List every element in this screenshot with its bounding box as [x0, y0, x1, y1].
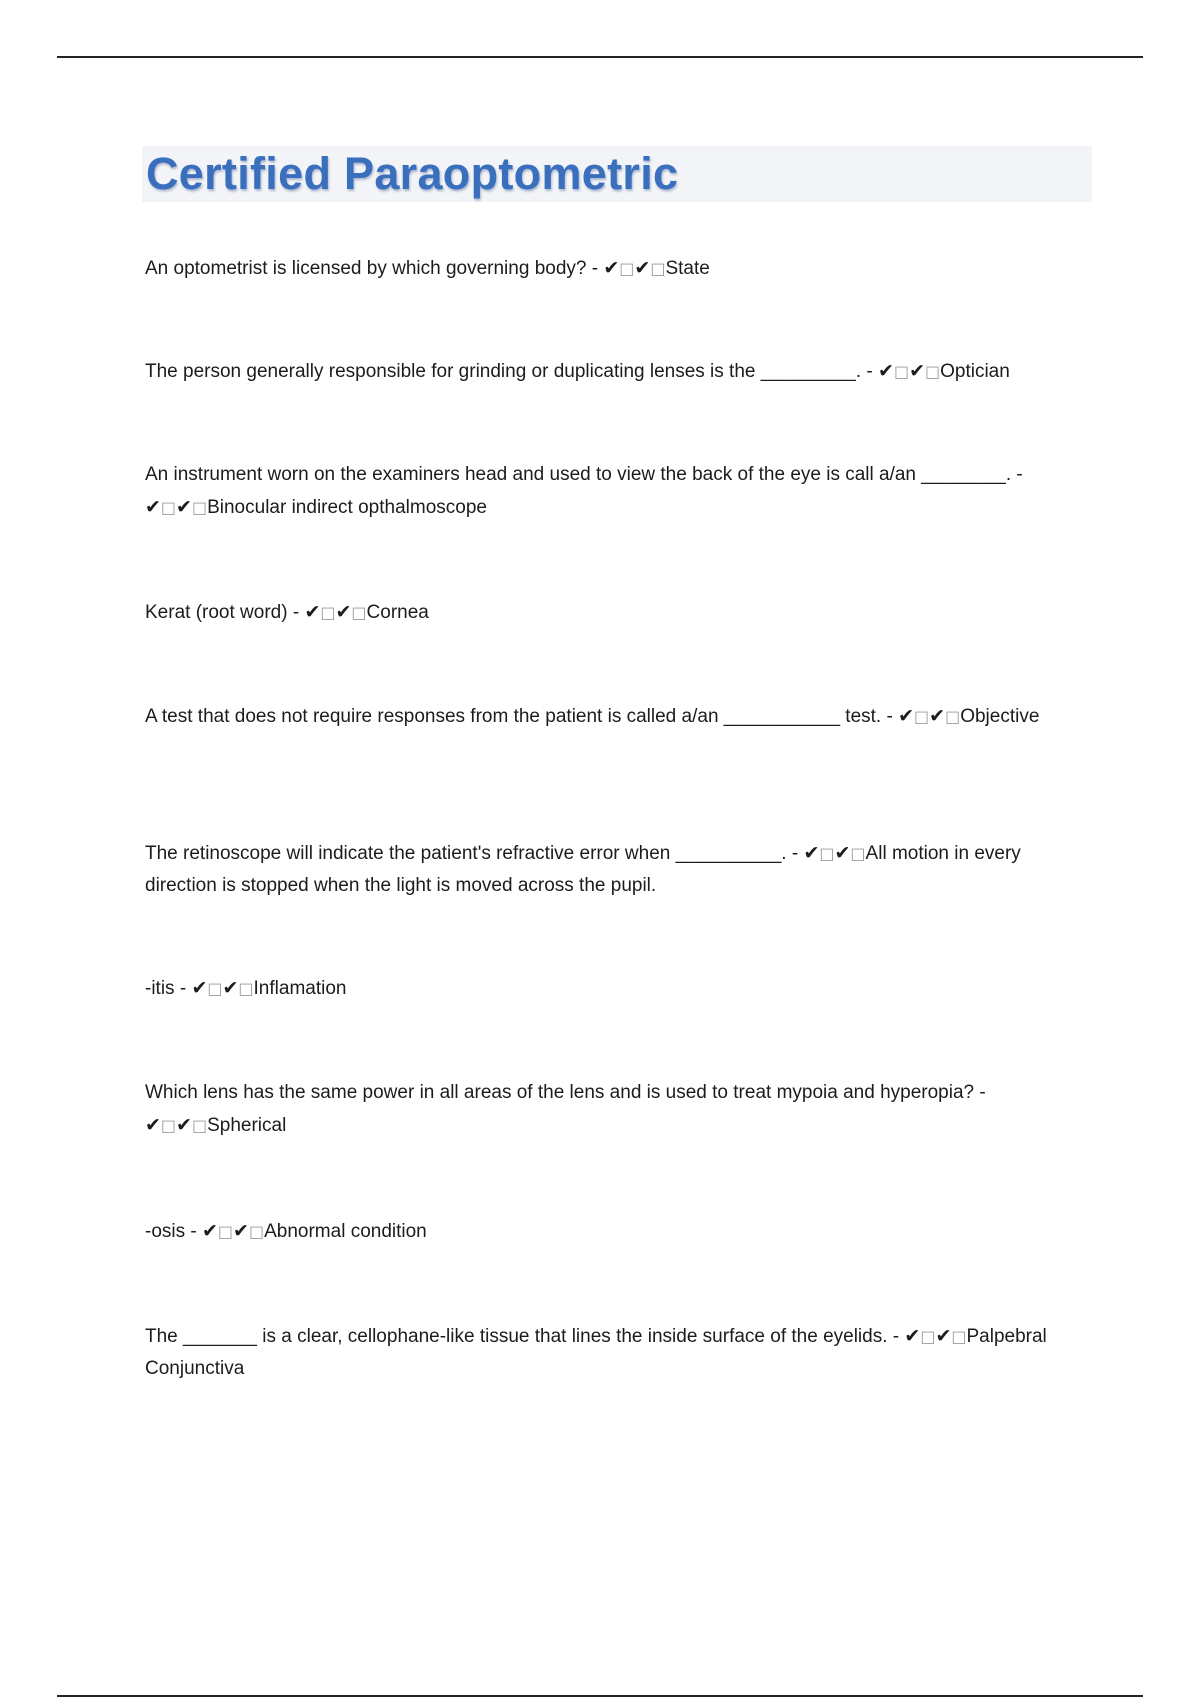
box-icon: □ — [320, 603, 336, 622]
answer-text: Abnormal condition — [264, 1221, 427, 1242]
qa-item — [145, 837, 1090, 902]
qa-item — [145, 459, 1090, 524]
question-text: Kerat (root word) - — [145, 602, 305, 623]
qa-item — [145, 596, 1090, 629]
check-icon: ✔ — [191, 977, 208, 999]
question-text: An optometrist is licensed by which governing body? - — [145, 258, 604, 279]
check-icon: ✔ — [176, 1114, 192, 1136]
check-icon: ✔ — [145, 496, 161, 518]
box-icon: □ — [160, 498, 177, 517]
qa-item — [145, 355, 1090, 388]
answer-text: State — [665, 258, 710, 279]
check-icon: ✔ — [904, 1325, 921, 1347]
check-icon: ✔ — [878, 360, 894, 382]
box-icon: □ — [819, 844, 835, 863]
qa-item — [145, 1320, 1090, 1385]
check-icon: ✔ — [603, 257, 620, 279]
question-text: -itis - — [145, 978, 192, 999]
box-icon: □ — [619, 259, 635, 278]
box-icon: □ — [207, 979, 223, 998]
question-text: The person generally responsible for grinding or duplicating lenses is the _________. - — [145, 361, 879, 382]
check-icon: ✔ — [909, 360, 925, 382]
answer-text: Inflamation — [253, 978, 347, 999]
question-text: -osis - — [145, 1221, 202, 1242]
box-icon: □ — [191, 498, 208, 517]
top-rule — [57, 56, 1143, 58]
box-icon: □ — [893, 362, 910, 381]
question-text: A test that does not require responses from the patient is called a/an ___________ test. - — [145, 706, 899, 727]
box-icon: □ — [238, 979, 254, 998]
answer-text: Optician — [940, 361, 1010, 382]
bottom-rule — [57, 1695, 1143, 1697]
question-text: The retinoscope will indicate the patient's refractive error when __________. - — [145, 843, 804, 864]
question-text: The _______ is a clear, cellophane-like tissue that lines the inside surface of the eyelids. - — [145, 1326, 905, 1347]
check-icon: ✔ — [803, 842, 820, 864]
box-icon: □ — [924, 362, 941, 381]
box-icon: □ — [850, 844, 866, 863]
title-banner — [142, 146, 1092, 202]
qa-item — [145, 1215, 1090, 1248]
box-icon: □ — [160, 1116, 177, 1135]
check-icon: ✔ — [929, 705, 946, 727]
answer-text: Cornea — [366, 602, 429, 623]
box-icon: □ — [650, 259, 666, 278]
qa-item — [145, 252, 1090, 285]
qa-item — [145, 700, 1090, 733]
box-icon: □ — [351, 603, 367, 622]
answer-text: Palpebral Conjunctiva — [145, 1326, 1047, 1379]
check-icon: ✔ — [176, 496, 192, 518]
check-icon: ✔ — [145, 1114, 161, 1136]
box-icon: □ — [920, 1327, 936, 1346]
question-text: An instrument worn on the examiners head and used to view the back of the eye is call a/an ________. - — [145, 464, 1023, 485]
box-icon: □ — [914, 707, 930, 726]
qa-item — [145, 972, 1090, 1005]
check-icon: ✔ — [222, 977, 239, 999]
box-icon: □ — [945, 707, 961, 726]
box-icon: □ — [951, 1327, 967, 1346]
check-icon: ✔ — [634, 257, 651, 279]
check-icon: ✔ — [233, 1220, 249, 1242]
qa-item — [145, 1077, 1090, 1142]
answer-text: All motion in every direction is stopped when the light is moved across the pupil. — [145, 843, 1021, 896]
check-icon: ✔ — [935, 1325, 952, 1347]
question-text: Which lens has the same power in all areas of the lens and is used to treat mypoia and hyperopia? - — [145, 1082, 986, 1103]
answer-text: Objective — [960, 706, 1040, 727]
box-icon: □ — [191, 1116, 208, 1135]
answer-text: Binocular indirect opthalmoscope — [207, 497, 487, 518]
check-icon: ✔ — [834, 842, 851, 864]
check-icon: ✔ — [202, 1220, 218, 1242]
answer-text: Spherical — [207, 1115, 287, 1136]
check-icon: ✔ — [898, 705, 915, 727]
check-icon: ✔ — [304, 601, 321, 623]
check-icon: ✔ — [335, 601, 352, 623]
box-icon: □ — [217, 1222, 234, 1241]
document-title: Certified Paraoptometric — [146, 148, 679, 199]
box-icon: □ — [248, 1222, 265, 1241]
